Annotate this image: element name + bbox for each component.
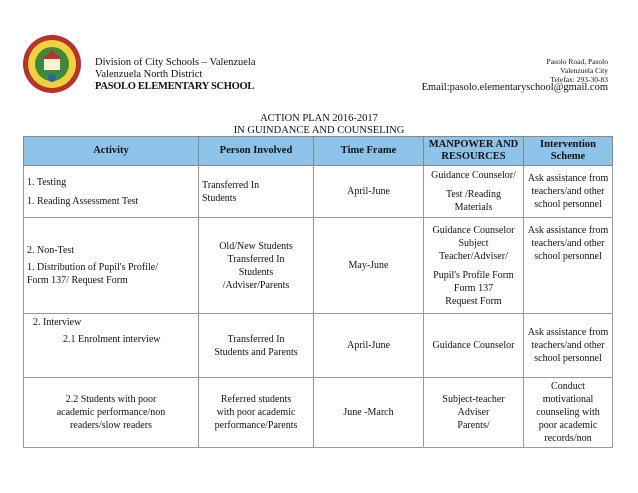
person-text: Transferred In	[227, 333, 285, 345]
intervention-text: Ask assistance from	[527, 173, 609, 184]
time-cell: April-June	[314, 166, 424, 218]
intervention-cell	[524, 314, 613, 378]
resources-text: Guidance Counselor	[432, 224, 515, 236]
resources-text: Subject	[458, 237, 489, 249]
activity-text: 2. Non-Test	[27, 245, 75, 256]
address-line-2: Valenzuela City	[560, 66, 608, 75]
activity-cell	[24, 314, 199, 378]
activity-text: academic performance/non	[56, 407, 166, 418]
activity-text: readers/slow readers	[70, 420, 152, 431]
intervention-text: Ask assistance from	[527, 327, 609, 338]
title-line-2: IN GUINDANCE AND COUNSELING	[233, 125, 405, 136]
activity-cell	[24, 218, 199, 314]
resources-cell	[424, 378, 524, 448]
district-name: Valenzuela North District	[95, 69, 203, 80]
person-text: with poor academic	[216, 407, 296, 418]
resources-cell	[424, 166, 524, 218]
intervention-text: counseling with	[536, 407, 600, 418]
person-cell	[199, 218, 314, 314]
resources-cell: Guidance Counselor	[424, 314, 524, 378]
telefax: Telefax: 293-30-83	[550, 75, 608, 84]
table-header-row	[24, 137, 613, 166]
table-row	[24, 218, 613, 314]
intervention-cell	[524, 166, 613, 218]
person-text: performance/Parents	[214, 420, 298, 431]
person-cell	[199, 378, 314, 448]
school-name: PASOLO ELEMENTARY SCHOOL	[95, 81, 255, 92]
person-cell	[199, 314, 314, 378]
activity-text: 1. Reading Assessment Test	[27, 195, 139, 207]
activity-text: 2.1 Enrolment interview	[63, 334, 161, 345]
time-cell: May-June	[314, 218, 424, 314]
activity-text: 1. Testing	[27, 176, 67, 188]
person-text: /Adviser/Parents	[222, 279, 290, 291]
person-text: Transferred In	[227, 253, 285, 265]
time-cell: June -March	[314, 378, 424, 448]
resources-text: Guidance Counselor/	[431, 170, 516, 181]
time-cell: April-June	[314, 314, 424, 378]
intervention-text: poor academic	[538, 420, 598, 431]
activity-text: 1. Distribution of Pupil's Profile/	[27, 262, 158, 273]
division-name: Division of City Schools – Valenzuela	[95, 57, 256, 68]
person-text: Students	[238, 266, 274, 278]
person-text: Transferred In	[202, 179, 260, 191]
intervention-text: teachers/and other	[531, 340, 605, 351]
address-line-1: Pasolo Road, Pasolo	[546, 57, 608, 66]
resources-text: Test /Reading Materials	[445, 189, 502, 213]
school-header	[95, 57, 256, 93]
person-cell	[199, 166, 314, 218]
person-text: Students and Parents	[214, 346, 298, 358]
table-row	[24, 378, 613, 448]
activity-text: Form 137/ Request Form	[27, 275, 128, 286]
title-line-1: ACTION PLAN 2016-2017	[260, 113, 378, 124]
resources-text: Parents/	[457, 420, 490, 431]
resources-text: Adviser	[457, 407, 490, 418]
person-text: Referred students	[220, 394, 292, 405]
intervention-text: records/non	[544, 433, 592, 444]
col-header-resources: MANPOWER AND RESOURCES	[424, 137, 524, 166]
resources-text: Request Form	[445, 295, 502, 307]
intervention-text: Ask assistance from	[527, 225, 609, 236]
person-text: Old/New Students	[219, 240, 293, 252]
intervention-text: teachers/and other	[531, 238, 605, 249]
person-text: Students	[202, 192, 237, 204]
intervention-cell	[524, 218, 613, 314]
table-row	[24, 314, 613, 378]
intervention-text: school personnel	[534, 251, 602, 262]
school-email: Email:pasolo.elementaryschool@gmail.com	[421, 82, 608, 93]
activity-cell	[24, 378, 199, 448]
intervention-text: school personnel	[534, 353, 602, 364]
document-title	[0, 113, 638, 137]
school-seal-logo-icon	[22, 34, 82, 94]
action-plan-table	[23, 136, 613, 448]
col-header-intervention: Intervention Scheme	[524, 137, 613, 166]
activity-cell	[24, 166, 199, 218]
intervention-text: Conduct motivational	[542, 381, 594, 405]
activity-text: 2.2 Students with poor	[65, 394, 157, 405]
resources-text: Form 137	[453, 282, 494, 294]
col-header-time: Time Frame	[314, 137, 424, 166]
intervention-text: school personnel	[534, 199, 602, 210]
resources-text: Teacher/Adviser/	[439, 250, 508, 262]
intervention-cell	[524, 378, 613, 448]
school-address	[547, 57, 608, 84]
activity-text: 2. Interview	[33, 317, 82, 328]
col-header-activity: Activity	[24, 137, 199, 166]
resources-text: Subject-teacher	[442, 394, 505, 405]
intervention-text: teachers/and other	[531, 186, 605, 197]
resources-text: Pupil's Profile Form	[433, 269, 514, 281]
table-row	[24, 166, 613, 218]
col-header-person: Person Involved	[199, 137, 314, 166]
resources-cell	[424, 218, 524, 314]
